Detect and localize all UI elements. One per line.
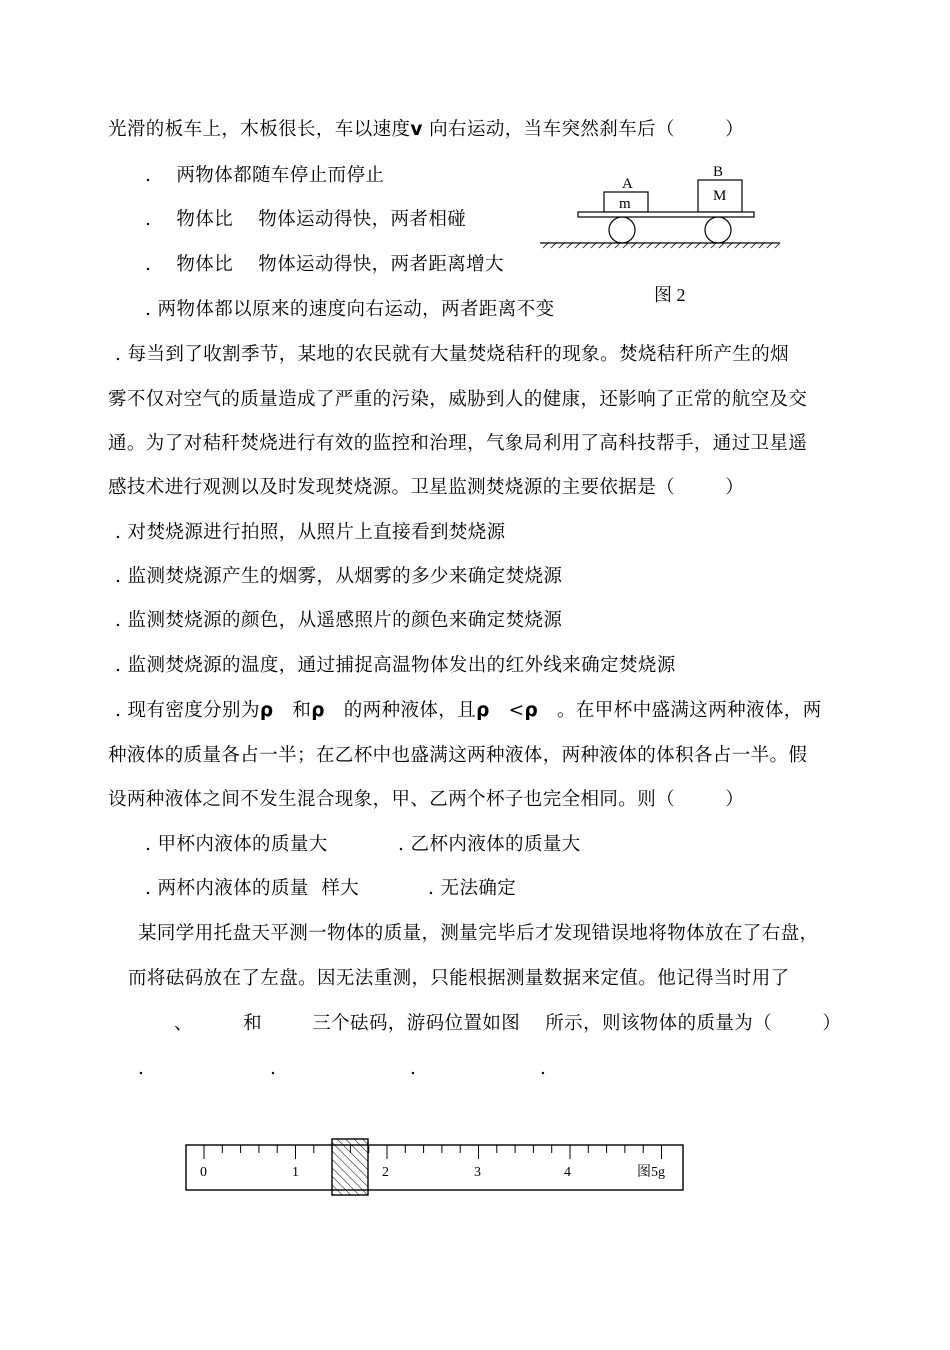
rho-4: ρ [524, 700, 539, 721]
q4-line-1: 某同学用托盘天平测一物体的质量，测量完毕后才发现错误地将物体放在了右盘， [138, 923, 819, 944]
tick-label-3: 3 [474, 1165, 481, 1180]
q2-option-a: . 对焚烧源进行拍照，从照片上直接看到焚烧源 [115, 522, 506, 543]
q3-option-b: . 乙杯内液体的质量大 [398, 834, 581, 855]
q3-line-3: 设两种液体之间不发生混合现象，甲、乙两个杯子也完全相同。则（ ） [108, 789, 745, 810]
block-a-label: A [622, 176, 633, 192]
q1-option-d: . 两物体都以原来的速度向右运动，两者距离不变 [145, 299, 555, 320]
q3-option-a: . 甲杯内液体的质量大 [145, 834, 328, 855]
q2-option-d: . 监测焚烧源的温度，通过捕捉高温物体发出的红外线来确定焚烧源 [115, 655, 676, 676]
q1-option-c: . 物体比 物体运动得快，两者距离增大 [145, 254, 504, 275]
rho-3: ρ [476, 700, 490, 721]
tick-label-0: 0 [200, 1165, 207, 1180]
q2-line-3: 通。为了对秸秆焚烧进行有效的监控和治理，气象局利用了高科技帮手，通过卫星遥 [108, 433, 808, 454]
block-a-mass: m [619, 196, 631, 212]
rider-weight [332, 1139, 368, 1195]
q1-stem-b: 向右运动，当车突然刹车后（ ） [422, 119, 745, 140]
scale-body [186, 1145, 683, 1190]
velocity-symbol: v [410, 119, 423, 140]
rho-2: ρ [311, 700, 325, 721]
tick-label-1: 1 [292, 1165, 299, 1180]
q3-seg-1: . 现有密度分别为 [115, 700, 260, 721]
q2-option-c: . 监测焚烧源的颜色，从遥感照片的颜色来确定焚烧源 [115, 610, 563, 631]
q3-line-1 [115, 698, 822, 724]
q3-seg-3: 的两种液体，且 [324, 700, 477, 721]
q4-option-c-marker: . [410, 1058, 417, 1079]
q2-line-4: 感技术进行观测以及时发现焚烧源。卫星监测焚烧源的主要依据是（ ） [108, 477, 745, 498]
wheel-left [609, 217, 635, 243]
q4-option-a-marker: . [138, 1058, 145, 1079]
cart-figure [535, 155, 795, 315]
block-b-label: B [713, 164, 724, 180]
q1-stem-a: 光滑的板车上，木板很长，车以速度 [108, 119, 411, 140]
q3-option-c: . 两杯内液体的质量 样大 [145, 878, 360, 899]
q4-option-d-marker: . [540, 1058, 547, 1079]
q3-seg-2: 和 [273, 700, 312, 721]
rho-1: ρ [259, 700, 274, 721]
q3-seg-4: < [489, 700, 525, 721]
q2-option-b: . 监测焚烧源产生的烟雾，从烟雾的多少来确定焚烧源 [115, 566, 563, 587]
q3-seg-5: 。在甲杯中盛满这两种液体，两 [538, 700, 822, 721]
tick-label-2: 2 [382, 1165, 389, 1180]
block-b-mass: M [713, 188, 727, 204]
tick-label-4: 4 [564, 1165, 571, 1180]
q1-stem [108, 117, 744, 143]
q1-option-a: . 两物体都随车停止而停止 [145, 165, 385, 186]
cart-board [578, 212, 754, 217]
q3-line-2: 种液体的质量各占一半；在乙杯中也盛满这两种液体，两种液体的体积各占一半。假 [108, 745, 808, 766]
rider-scale [180, 1135, 692, 1197]
q4-line-2: 而将砝码放在了左盘。因无法重测，只能根据测量数据来定值。他记得当时用了 [128, 968, 790, 989]
figure-2-caption: 图 2 [654, 285, 686, 305]
q2-line-1: . 每当到了收割季节，某地的农民就有大量焚烧秸秆的现象。焚烧秸秆所产生的烟 [115, 344, 790, 365]
q4-line-3: 、 和 三个砝码，游码位置如图 所示，则该物体的质量为（ ） [130, 1013, 842, 1034]
q2-line-2: 雾不仅对空气的质量造成了严重的污染，威胁到人的健康，还影响了正常的航空及交 [108, 389, 808, 410]
q1-option-b: . 物体比 物体运动得快，两者相碰 [145, 209, 467, 230]
q4-option-b-marker: . [270, 1058, 277, 1079]
ground-hatching [543, 243, 780, 248]
wheel-right [705, 217, 731, 243]
scale-end-label: 图5g [637, 1165, 665, 1180]
q3-option-d: . 无法确定 [428, 878, 517, 899]
